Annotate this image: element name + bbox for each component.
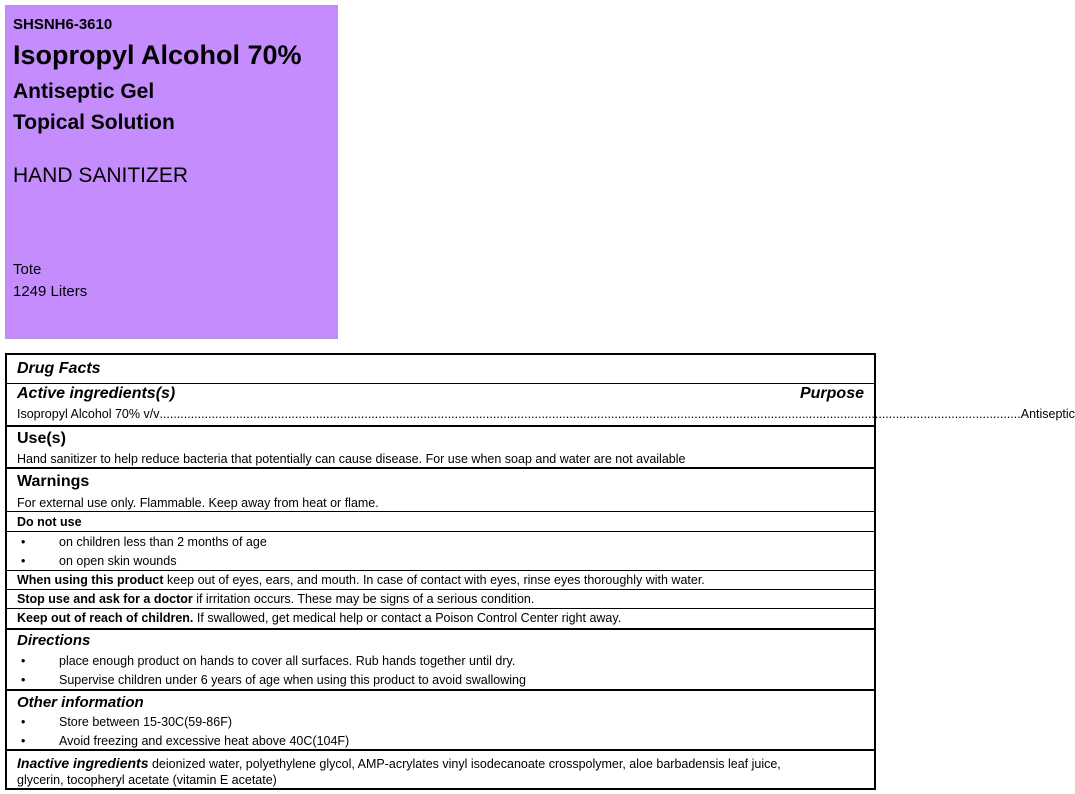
warnings-text: For external use only. Flammable. Keep away from heat or flame.: [17, 496, 379, 510]
drug-facts-panel: [5, 353, 1075, 790]
drug-facts-heading: Drug Facts: [17, 360, 101, 377]
uses-section: [7, 425, 874, 469]
purpose-heading: Purpose: [799, 385, 864, 402]
other-information-heading: Other information: [17, 694, 144, 711]
uses-text: Hand sanitizer to help reduce bacteria that potentially can cause disease. For use when soap and water are not available: [17, 452, 686, 466]
list-item: • on open skin wounds: [21, 554, 177, 568]
when-using-section: [7, 570, 874, 590]
directions-heading: Directions: [17, 632, 91, 649]
directions-section: [7, 628, 874, 691]
active-ingredient-row: [17, 407, 1075, 421]
warnings-heading: Warnings: [17, 473, 90, 490]
product-subtitle-1: Antiseptic Gel: [13, 80, 155, 103]
stop-use-section: [7, 589, 874, 609]
keep-out-label: Keep out of reach of children.: [17, 611, 194, 625]
inactive-ingredients-label: Inactive ingredients: [17, 755, 149, 771]
list-item: • Store between 15-30C(59-86F): [21, 715, 233, 729]
uses-heading: Use(s): [17, 430, 66, 447]
list-item: • place enough product on hands to cover all surfaces. Rub hands together until dry.: [21, 654, 516, 668]
inactive-ingredients-text: deionized water, polyethylene glycol, AMP-acrylates vinyl isodecanoate crosspolymer, aloe barbadensis leaf juice,: [148, 757, 781, 771]
warnings-section: [7, 467, 874, 513]
product-label: [5, 5, 338, 339]
container-volume: 1249 Liters: [13, 283, 88, 300]
list-item: • Supervise children under 6 years of age when using this product to avoid swallowing: [21, 673, 526, 687]
list-item: • Avoid freezing and excessive heat above 40C(104F): [21, 734, 350, 748]
list-item: • on children less than 2 months of age: [21, 535, 267, 549]
keep-out-text: If swallowed, get medical help or contact a Poison Control Center right away.: [193, 611, 622, 625]
active-ingredient: Isopropyl Alcohol 70% v/v: [17, 407, 160, 421]
active-ingredients-heading: Active ingredients(s): [17, 385, 176, 402]
product-code: SHSNH6-3610: [13, 16, 113, 33]
keep-out-section: [7, 608, 874, 629]
inactive-ingredients-text-2: glycerin, tocopheryl acetate (vitamin E acetate): [17, 773, 277, 787]
product-title: Isopropyl Alcohol 70%: [13, 40, 302, 70]
active-purpose: Antiseptic: [1020, 407, 1075, 421]
stop-use-label: Stop use and ask for a doctor: [17, 592, 193, 606]
container-type: Tote: [13, 261, 42, 278]
do-not-use-section: [7, 511, 874, 532]
product-subtitle-2: Topical Solution: [13, 111, 175, 134]
other-information-section: [7, 689, 874, 751]
stop-use-text: if irritation occurs. These may be signs of a serious condition.: [192, 592, 535, 606]
do-not-use-heading: Do not use: [17, 515, 82, 529]
product-type: HAND SANITIZER: [13, 164, 189, 187]
inactive-ingredients-section: [7, 749, 874, 792]
dot-leader: ........................................................................................................................................................................................................................................................: [159, 407, 1021, 421]
when-using-text: keep out of eyes, ears, and mouth. In case of contact with eyes, rinse eyes thoroughly with water.: [163, 573, 705, 587]
do-not-use-list: [7, 531, 874, 571]
when-using-label: When using this product: [17, 573, 164, 587]
active-ingredients-section: [7, 383, 1075, 426]
